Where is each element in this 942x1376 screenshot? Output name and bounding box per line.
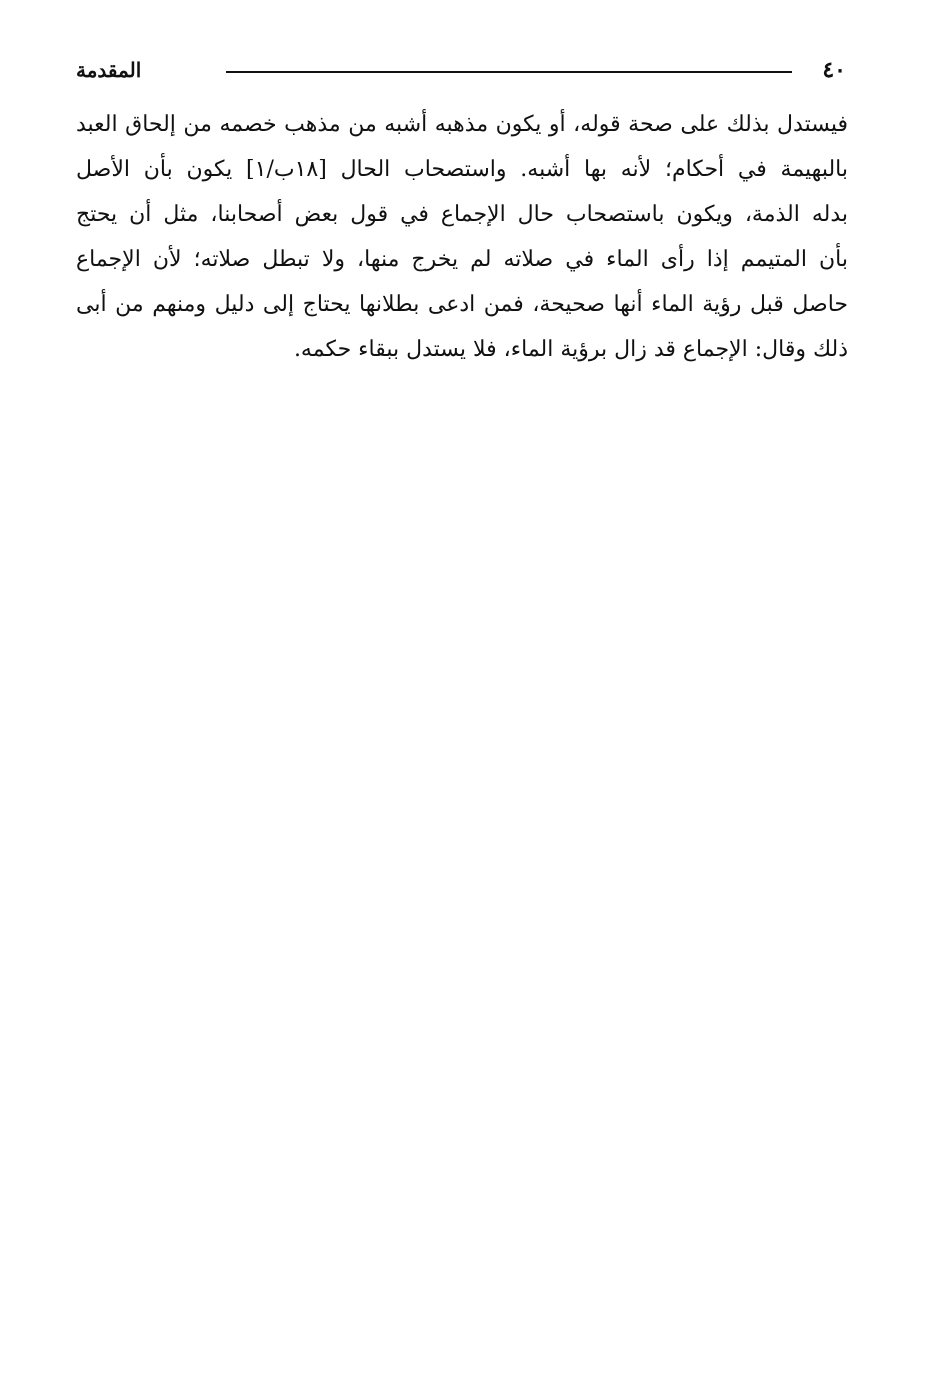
body-line: حاصل قبل رؤية الماء أنها صحيحة، فمن ادعى بطلانها يحتاج إلى دليل ومنهم من أبى [76, 292, 848, 317]
body-line: بالبهيمة في أحكام؛ لأنه بها أشبه. واستصحاب الحال [١٨ب/١] يكون بأن الأصل [76, 157, 848, 182]
page-header [76, 52, 848, 92]
body-line: بدله الذمة، ويكون باستصحاب حال الإجماع في قول بعض أصحابنا، مثل أن يحتج [76, 202, 848, 227]
section-title: المقدمة [76, 58, 142, 82]
header-rule [226, 71, 792, 73]
body-line: ذلك وقال: الإجماع قد زال برؤية الماء، فلا يستدل ببقاء حكمه. [293, 337, 848, 362]
page-number: ٤٠ [822, 57, 846, 83]
body-text [76, 102, 848, 372]
body-line: فيستدل بذلك على صحة قوله، أو يكون مذهبه أشبه من مذهب خصمه من إلحاق العبد [76, 112, 848, 137]
body-line: بأن المتيمم إذا رأى الماء في صلاته لم يخرج منها، ولا تبطل صلاته؛ لأن الإجماع [76, 247, 848, 272]
